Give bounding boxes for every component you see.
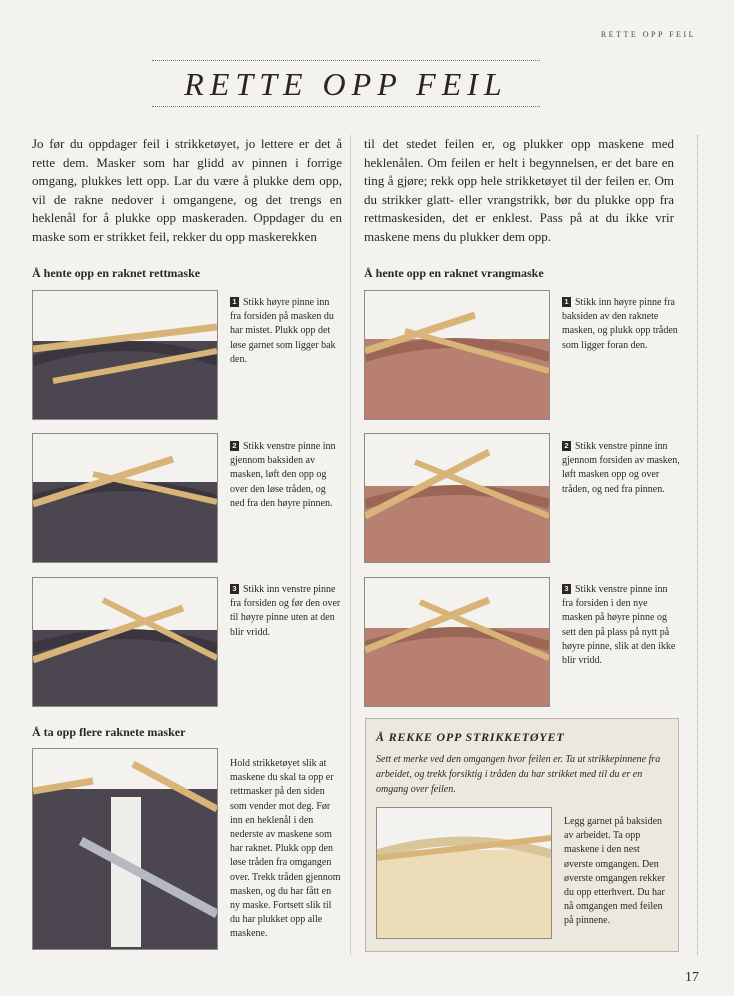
intro-column-2: til det stedet feilen er, og plukker opp maskene med heklenålen. Om feilen er helt i begynnelsen, er det bare en ting å gjøre; rekk opp hele strikketøyet til der feilen er. Om du strikker glatt- eller vrangstrikk, bør du plukke opp fra rettmaskesiden, det er enklest. Pass på at du ikke vrir maskene mens du plukker dem opp. xyxy=(364,136,674,244)
step-purl-2 xyxy=(562,440,680,497)
page-title: RETTE OPP FEIL xyxy=(184,66,508,102)
edge-rule xyxy=(697,135,698,955)
photo-purl-step-2 xyxy=(364,433,550,563)
photo-knit-step-1 xyxy=(32,290,218,420)
step-text: Stikk venstre pinne inn fra forsiden i den nye masken på høyre pinne og sett den på plass på nytt på høyre pinne, slik at den ikke blir vridd. xyxy=(562,584,676,667)
title-rule-top xyxy=(152,60,540,61)
step-number: 1 xyxy=(230,297,239,307)
step-knit-3 xyxy=(230,583,342,640)
title-rule-bottom xyxy=(152,106,540,107)
column-divider xyxy=(350,135,351,955)
tip-text: Legg garnet på baksiden av arbeidet. Ta opp maskene i den nest øverste omgangen. Den øverste omgangen rekker du opp etterhvert. Du har nå omgangen med feilen på pinnene. xyxy=(564,816,666,927)
photo-knit-step-2 xyxy=(32,433,218,563)
step-text: Stikk inn venstre pinne fra forsiden og før den over til høyre pinne uten at den blir vridd. xyxy=(230,584,341,638)
section-title-multi: Å ta opp flere raknete masker xyxy=(32,725,186,739)
section-title-purl: Å hente opp en raknet vrangmaske xyxy=(364,266,544,280)
photo-multi-stitches xyxy=(32,748,218,950)
tip-title: Å REKKE OPP STRIKKETØYET xyxy=(376,730,565,744)
step-number: 3 xyxy=(230,584,239,594)
photo-unravel xyxy=(376,807,552,939)
step-text: Stikk inn høyre pinne fra baksiden av den raknete masken, og plukk opp tråden som ligger foran den. xyxy=(562,297,678,351)
step-knit-2 xyxy=(230,440,342,511)
step-text: Stikk høyre pinne inn fra forsiden på masken du har mistet. Plukk opp det løse garnet som ligger bak den. xyxy=(230,297,336,365)
photo-purl-step-1 xyxy=(364,290,550,420)
step-text: Stikk venstre pinne inn gjennom forsiden av masken, løft masken opp og over tråden, og ned fra pinnen. xyxy=(562,441,680,495)
section-title-knit: Å hente opp en raknet rettmaske xyxy=(32,266,201,280)
step-knit-1 xyxy=(230,296,342,367)
photo-knit-step-3 xyxy=(32,577,218,707)
step-purl-1 xyxy=(562,296,680,353)
page-number: 17 xyxy=(685,970,699,985)
running-head: RETTE OPP FEIL xyxy=(600,30,696,39)
tip-intro: Sett et merke ved den omgangen hvor feilen er. Ta ut strikkepinnene fra arbeidet, og trekk forsiktig i tråden du har strikket med til du er en omgang over feilen. xyxy=(376,754,661,795)
tip-box xyxy=(365,718,679,952)
step-purl-3 xyxy=(562,583,680,668)
step-multi-text: Hold strikketøyet slik at maskene du skal ta opp er rettmasker på den siden som vender mot deg. Før inn en heklenål i den nederste av maskene som har raknet. Plukk opp den løse tråden fra omgangen over. Trekk tråden gjennom masken, og du har fått en ny maske. Fortsett slik til du har plukket opp alle maskene. xyxy=(230,758,341,940)
step-number: 2 xyxy=(230,441,239,451)
intro-column-1: Jo før du oppdager feil i strikketøyet, jo lettere er det å rette dem. Masker som har glidd av pinnen i forrige omgang, plukkes lett opp. Lar du være å plukke dem opp, vil de rakne nedover i omgangene, og det trengs en heklenål for å plukke opp maskeraden. Oppdager du en maske som er strikket feil, rekker du opp maskerekken xyxy=(32,136,342,244)
step-number: 3 xyxy=(562,584,571,594)
step-number: 1 xyxy=(562,297,571,307)
step-number: 2 xyxy=(562,441,571,451)
step-text: Stikk venstre pinne inn gjennom baksiden av masken, løft den opp og over den løse tråden, og ned fra den høyre pinnen. xyxy=(230,441,336,509)
photo-purl-step-3 xyxy=(364,577,550,707)
